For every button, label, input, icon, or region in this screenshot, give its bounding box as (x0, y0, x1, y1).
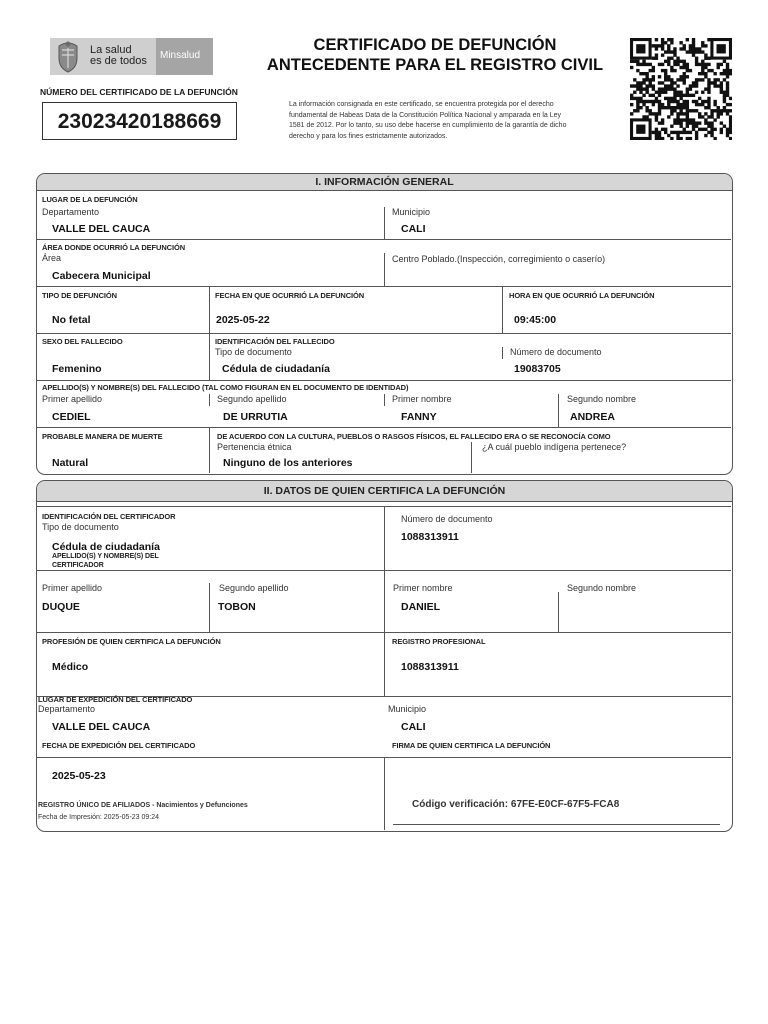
registry-value: 1088313911 (401, 661, 459, 673)
ethnic-value: Ninguno de los anteriores (223, 457, 353, 469)
area-label: Área (42, 253, 62, 263)
ethnic-label: Pertenencia étnica (217, 442, 292, 452)
title-line-2: ANTECEDENTE PARA EL REGISTRO CIVIL (266, 56, 604, 74)
privacy-notice: La información consignada en este certificado, se encuentra protegida por el derecho fundamental de Habeas Data de la Constitución Política Nacional y amparada en la Ley 1581 de 2012. Por lo tanto, su uso debe hacerse en cumplimiento de la garantía de dicho derecho y para los fines estrictamente autorizados. (289, 101, 567, 140)
department-label: Departamento (42, 207, 100, 217)
signature-line (393, 824, 720, 825)
sex-value: Femenino (52, 363, 102, 375)
doc-number-value: 19083705 (514, 363, 561, 375)
certifier-first-name-value: DANIEL (401, 601, 441, 613)
deceased-id-caption: IDENTIFICACIÓN DEL FALLECIDO (215, 337, 335, 346)
doc-type-label: Tipo de documento (215, 347, 292, 357)
second-surname-value: DE URRUTIA (223, 411, 288, 423)
death-date-value: 2025-05-22 (216, 314, 270, 326)
issue-department-label: Departamento (38, 704, 96, 714)
certifier-second-surname-label: Segundo apellido (219, 583, 289, 593)
municipality-label: Municipio (392, 207, 431, 217)
certifier-doc-type-value: Cédula de ciudadanía (52, 541, 160, 553)
department-value: VALLE DEL CAUCA (52, 223, 151, 235)
certifier-second-surname-value: TOBON (218, 601, 256, 613)
death-time-value: 09:45:00 (514, 314, 557, 326)
ethnic-caption: DE ACUERDO CON LA CULTURA, PUEBLOS O RASGOS FÍSICOS, EL FALLECIDO ERA O SE RECONOCÍA COMO (217, 432, 611, 441)
death-type-value: No fetal (52, 314, 91, 326)
death-date-caption: FECHA EN QUE OCURRIÓ LA DEFUNCIÓN (215, 291, 365, 300)
certifier-id-caption: IDENTIFICACIÓN DEL CERTIFICADOR (42, 512, 176, 521)
municipality-value: CALI (401, 223, 426, 235)
issue-date-caption: FECHA DE EXPEDICIÓN DEL CERTIFICADO (42, 741, 196, 750)
logo-line-2: es de todos (90, 55, 147, 67)
manner-caption: PROBABLE MANERA DE MUERTE (42, 432, 163, 441)
sex-caption: SEXO DEL FALLECIDO (42, 337, 123, 346)
logo-brand: Minsalud (160, 50, 201, 61)
verification-code: Código verificación: 67FE-E0CF-67F5-FCA8 (412, 799, 620, 810)
cert-number-label: NÚMERO DEL CERTIFICADO DE LA DEFUNCIÓN (40, 87, 238, 97)
first-name-label: Primer nombre (392, 394, 452, 404)
registry-caption: REGISTRO PROFESIONAL (392, 637, 486, 646)
issue-municipality-value: CALI (401, 721, 426, 733)
certifier-first-surname-value: DUQUE (42, 601, 80, 613)
area-value: Cabecera Municipal (52, 270, 151, 282)
manner-value: Natural (52, 457, 89, 469)
death-type-caption: TIPO DE DEFUNCIÓN (42, 291, 117, 300)
certifier-first-surname-label: Primer apellido (42, 583, 103, 593)
certifier-doc-number-label: Número de documento (401, 514, 493, 524)
deceased-names-caption: APELLIDO(S) Y NOMBRE(S) DEL FALLECIDO (TAL COMO FIGURAN EN EL DOCUMENTO DE IDENTIDAD) (42, 383, 409, 392)
first-surname-value: CEDIEL (52, 411, 91, 423)
title-line-1: CERTIFICADO DE DEFUNCIÓN (313, 36, 557, 54)
issue-place-caption: LUGAR DE EXPEDICIÓN DEL CERTIFICADO (38, 695, 193, 704)
place-caption: LUGAR DE LA DEFUNCIÓN (42, 195, 138, 204)
certifier-first-name-label: Primer nombre (393, 583, 453, 593)
section-1-title: I. INFORMACIÓN GENERAL (37, 174, 732, 191)
qr-code (630, 38, 732, 140)
issue-date-value: 2025-05-23 (52, 770, 106, 782)
logo-line-1: La salud (90, 44, 132, 56)
doc-number-label: Número de documento (510, 347, 602, 357)
certifier-names-caption-1: APELLIDO(S) Y NOMBRE(S) DEL (52, 553, 159, 560)
profession-value: Médico (52, 661, 89, 673)
indigenous-label: ¿A cuál pueblo indígena pertenece? (482, 442, 627, 452)
footer-print-date: Fecha de Impresión: 2025-05-23 09:24 (38, 814, 160, 821)
coat-of-arms-icon (53, 40, 83, 73)
certifier-second-name-label: Segundo nombre (567, 583, 637, 593)
minsalud-logo (50, 38, 213, 75)
issue-municipality-label: Municipio (388, 704, 427, 714)
section-2-title: II. DATOS DE QUIEN CERTIFICA LA DEFUNCIÓN (37, 481, 732, 502)
certifier-names-caption-2: CERTIFICADOR (52, 562, 104, 569)
issue-department-value: VALLE DEL CAUCA (52, 721, 151, 733)
doc-type-value: Cédula de ciudadanía (222, 363, 330, 375)
first-name-value: FANNY (401, 411, 437, 423)
death-time-caption: HORA EN QUE OCURRIÓ LA DEFUNCIÓN (509, 291, 655, 300)
certifier-doc-number-value: 1088313911 (401, 531, 459, 543)
profession-caption: PROFESIÓN DE QUIEN CERTIFICA LA DEFUNCIÓN (42, 637, 221, 646)
certifier-doc-type-label: Tipo de documento (42, 522, 119, 532)
cert-number: 23023420188669 (57, 110, 222, 133)
second-name-label: Segundo nombre (567, 394, 637, 404)
cert-number-box (42, 102, 237, 140)
first-surname-label: Primer apellido (42, 394, 103, 404)
footer-system-line: REGISTRO ÚNICO DE AFILIADOS - Nacimientos y Defunciones (38, 802, 248, 809)
second-surname-label: Segundo apellido (217, 394, 287, 404)
area-caption: ÁREA DONDE OCURRIÓ LA DEFUNCIÓN (42, 243, 186, 252)
signature-caption: FIRMA DE QUIEN CERTIFICA LA DEFUNCIÓN (392, 741, 551, 750)
second-name-value: ANDREA (570, 411, 615, 423)
centro-poblado-label: Centro Poblado.(Inspección, corregimiento o caserío) (392, 254, 606, 264)
